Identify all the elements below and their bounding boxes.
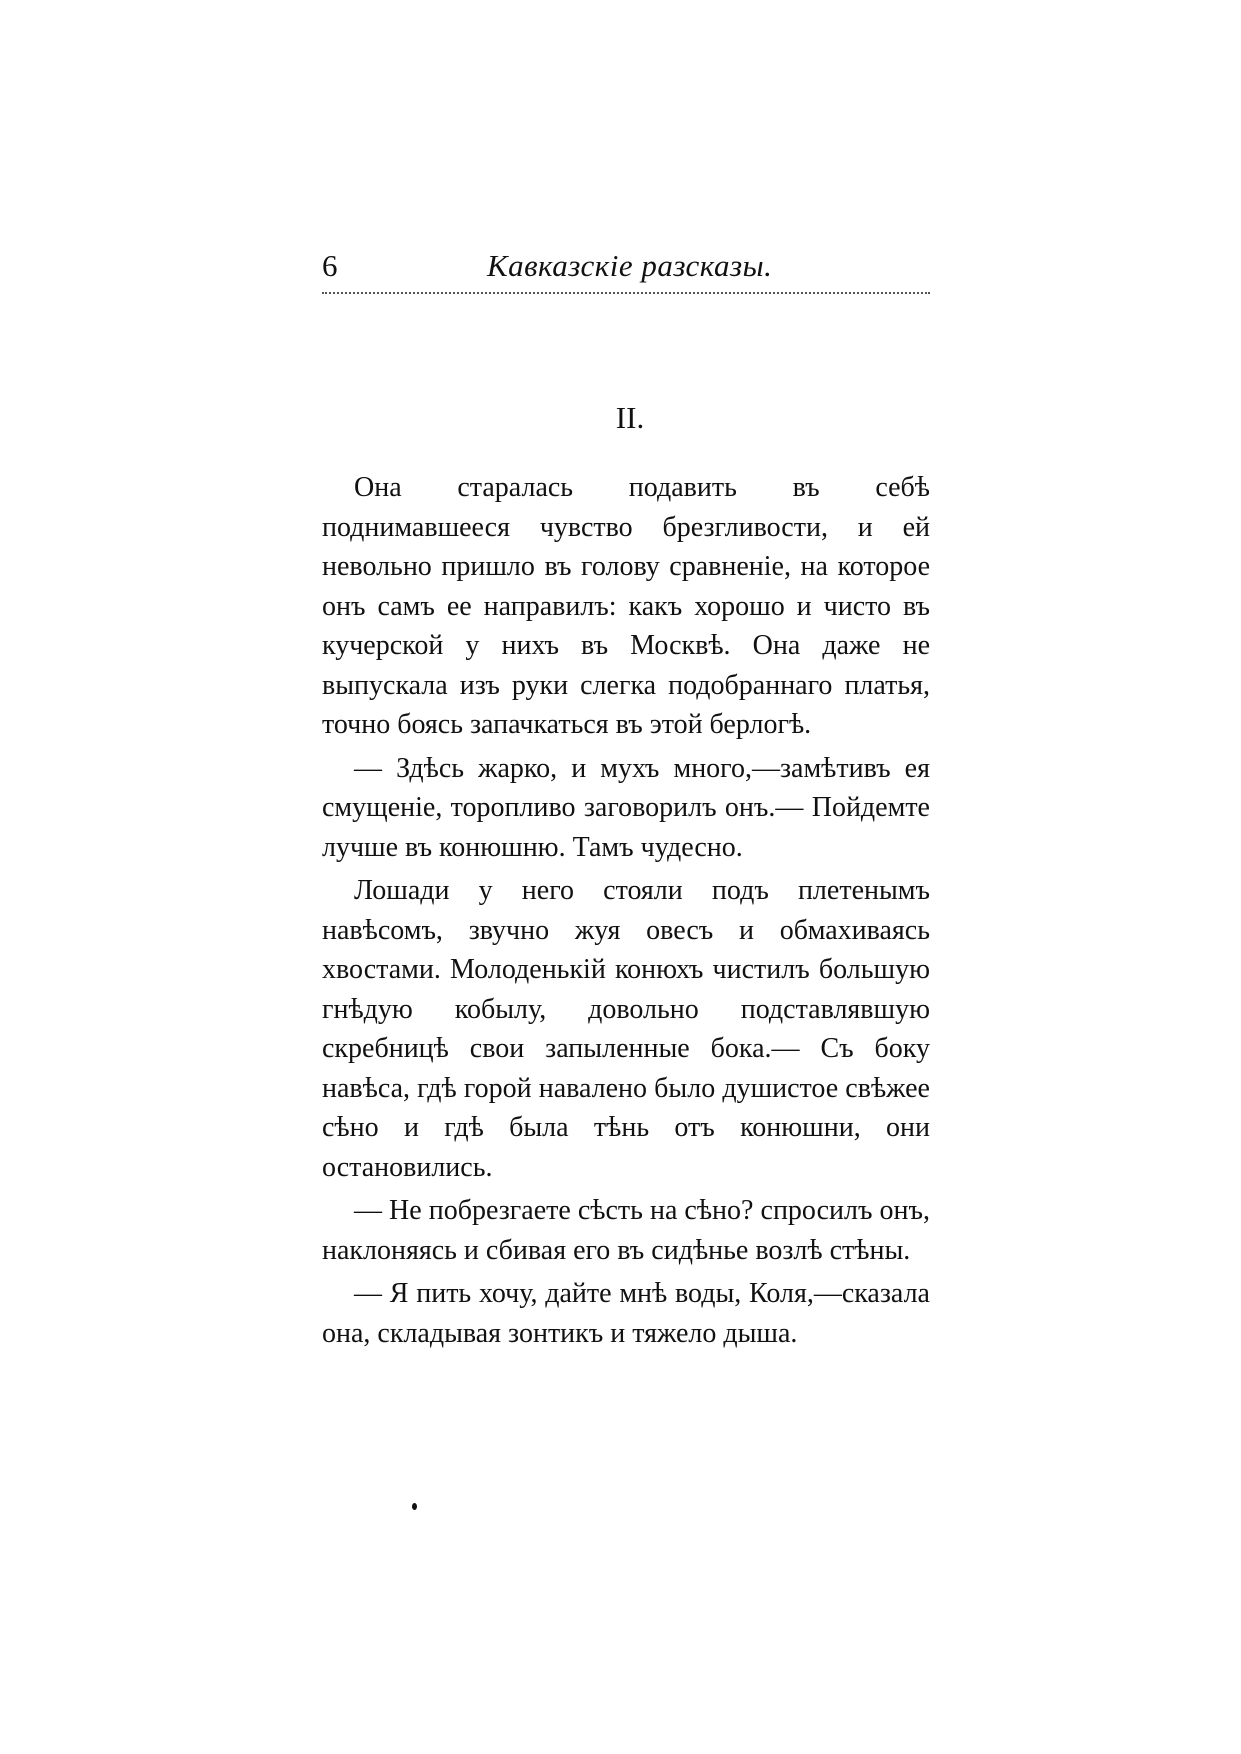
paragraph: Лошади у него стояли подъ плетенымъ навѣсомъ, звучно жуя овесъ и обмахиваясь хвостами. Молоденькій конюхъ чистилъ большую гнѣдую кобылу, довольно подставлявшую скребницѣ свои запыленные бока.— Съ боку навѣса, гдѣ горой навалено было душистое свѣжее сѣно и гдѣ была тѣнь отъ конюшни, они остановились. bbox=[322, 875, 930, 1183]
paragraph: Она старалась подавить въ себѣ поднимавшееся чувство брезгливости, и ей невольно пришло въ голову сравненіе, на которое онъ самъ ее направилъ: какъ хорошо и чисто въ кучерской у нихъ въ Москвѣ. Она даже не выпускала изъ руки слегка подобраннаго платья, точно боясь запачкаться въ этой берлогѣ. bbox=[322, 472, 930, 740]
body-text bbox=[322, 468, 930, 1353]
page-number: 6 bbox=[322, 248, 338, 283]
paragraph: — Я пить хочу, дайте мнѣ воды, Коля,—сказала она, складывая зонтикъ и тяжело дыша. bbox=[322, 1278, 930, 1349]
running-header bbox=[322, 248, 930, 294]
running-title: Кавказскіе разсказы. bbox=[487, 248, 773, 283]
chapter-heading: II. bbox=[615, 400, 645, 435]
paragraph: — Здѣсь жарко, и мухъ много,—замѣтивъ ея смущеніе, торопливо заговорилъ онъ.— Пойдемте лучше въ конюшню. Тамъ чудесно. bbox=[322, 752, 930, 863]
paragraph: — Не побрезгаете сѣсть на сѣно? спросилъ онъ, наклоняясь и сбивая его въ сидѣнье возлѣ стѣны. bbox=[322, 1195, 930, 1266]
ink-speck bbox=[412, 1503, 417, 1510]
